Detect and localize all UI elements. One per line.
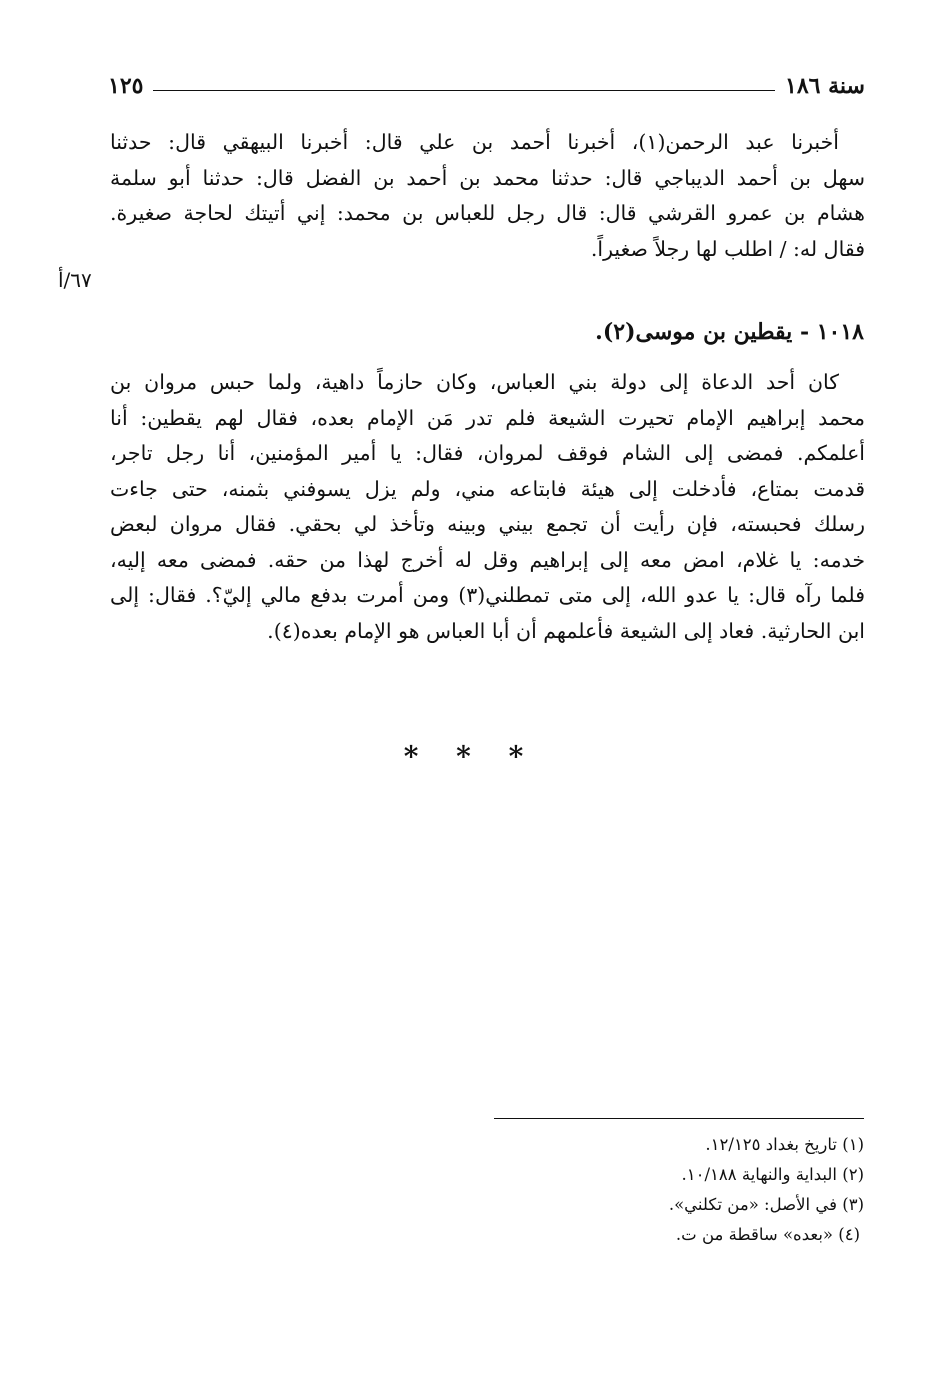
text-line: هشام بن عمرو القرشي قال: قال رجل للعباس بن محمد: إني أتيتك لحاجة صغيرة.: [110, 201, 865, 225]
text-line: رسلك فحبسته، فإن رأيت أن تجمع بيني وبينه وتأخذ لي بحقي. فقال مروان لبعض: [110, 512, 865, 536]
text-line: أعلمكم. فمضى إلى الشام فوقف لمروان، فقال: يا أمير المؤمنين، أنا رجل تاجر،: [110, 441, 865, 465]
text-line: خدمه: يا غلام، امض معه إلى إبراهيم وقل له أخرج لهذا من حقه. فمضى معه إليه،: [110, 547, 865, 572]
footnotes: [364, 1130, 864, 1250]
paragraph-isnad: [110, 125, 865, 267]
text-line: ابن الحارثية. فعاد إلى الشيعة فأعلمهم أن أبا العباس هو الإمام بعده(٤).: [267, 618, 865, 643]
text-line: كان أحد الدعاة إلى دولة بني العباس، وكان حازماً داهية، ولما حبس مروان بن: [110, 370, 839, 394]
footnote-item: (٤) «بعده» ساقطة من ت.: [675, 1225, 860, 1244]
footnote-item: (١) تاريخ بغداد ١٢/١٢٥.: [705, 1135, 864, 1154]
entry-heading: ١٠١٨ - يقطين بن موسى(٢).: [595, 319, 864, 345]
footnote-item: (٢) البداية والنهاية ١٠/١٨٨.: [681, 1165, 864, 1184]
paragraph-biography: [110, 365, 865, 649]
text-line: فلما رآه قال: يا عدو الله، إلى متى تمطلني(٣) ومن أمرت بدفع مالي إليّ؟. فقال: إلى: [110, 583, 865, 607]
page-number: ١٢٥: [108, 73, 144, 99]
text-line: سهل بن أحمد الديباجي قال: حدثنا محمد بن أحمد بن الفضل قال: حدثنا أبو سلمة: [110, 165, 865, 190]
footnote-divider: [494, 1118, 864, 1119]
running-header: [108, 66, 865, 106]
section-separator: * * *: [403, 740, 538, 773]
header-rule: [153, 90, 775, 91]
text-line: أخبرنا عبد الرحمن(١)، أخبرنا أحمد بن علي قال: أخبرنا البيهقي قال: حدثنا: [110, 130, 839, 154]
header-year: سنة ١٨٦: [785, 73, 865, 99]
text-line: محمد إبراهيم الإمام تحيرت الشيعة فلم تدر مَن الإمام بعده، فقال لهم يقطين: أنا: [110, 405, 865, 430]
text-line: قدمت بمتاع، فأدخلت إلى هيئة فابتاعه مني، ولم يزل يسوفني بثمنه، حتى جاءت: [110, 476, 865, 501]
text-line: فقال له: / اطلب لها رجلاً صغيراً.: [590, 236, 865, 261]
footnote-item: (٣) في الأصل: «من تكلني».: [668, 1195, 864, 1214]
manuscript-folio-note: ٦٧/أ: [58, 268, 92, 292]
